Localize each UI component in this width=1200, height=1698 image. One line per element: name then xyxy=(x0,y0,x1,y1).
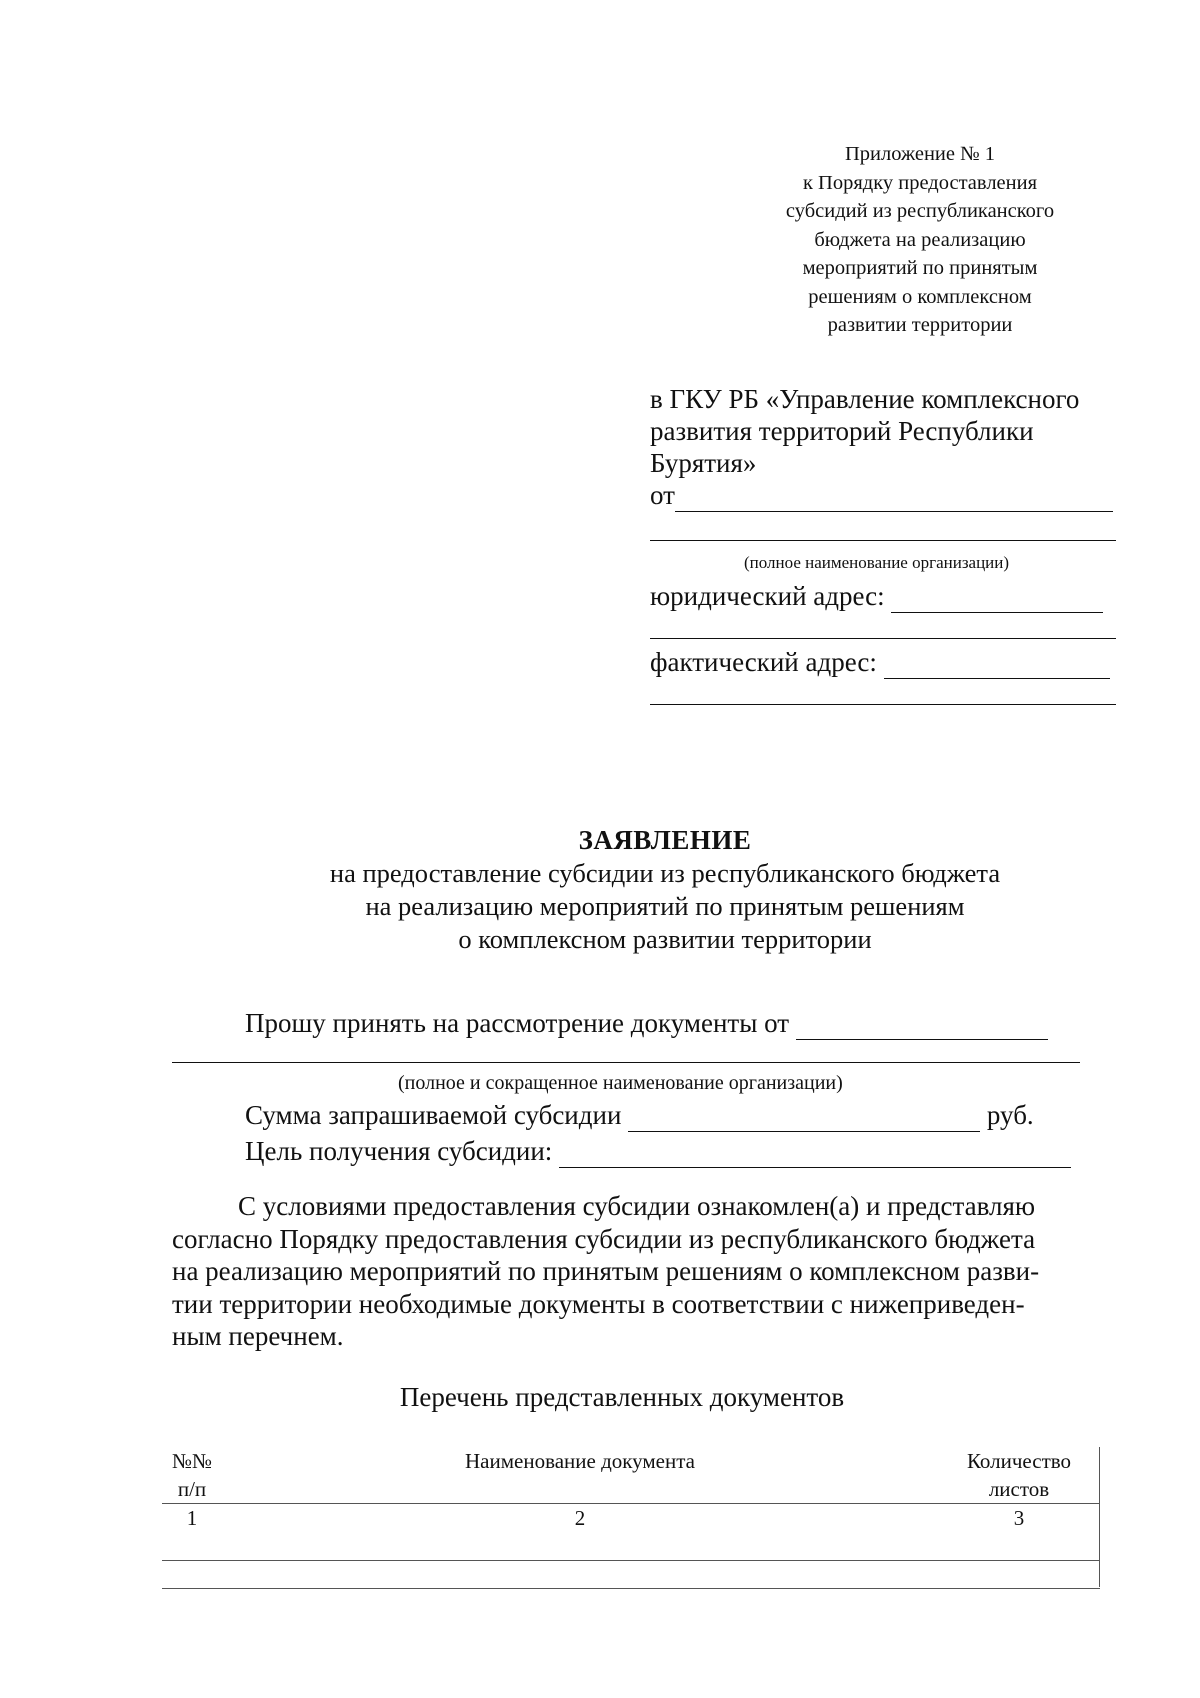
actual-address-label: фактический адрес: xyxy=(650,647,877,677)
col-header-number-line-2: п/п xyxy=(177,1477,207,1501)
paragraph-line: на реализацию мероприятий по принятым решениям о комплексном разви- xyxy=(172,1256,1040,1287)
addressee-line-1: в ГКУ РБ «Управление комплексного xyxy=(650,384,1080,414)
col-header-sheets-line-1: Количество xyxy=(966,1449,1072,1473)
amount-label: Сумма запрашиваемой субсидии xyxy=(245,1100,622,1130)
legal-address-line xyxy=(650,581,1103,613)
col-header-name-line-1: Наименование документа xyxy=(465,1449,695,1473)
request-org-caption: (полное и сокращенное наименование организации) xyxy=(398,1072,843,1094)
col-header-sheets xyxy=(938,1447,1100,1504)
appendix-line: Приложение № 1 xyxy=(844,143,996,165)
table-cell[interactable] xyxy=(938,1561,1100,1589)
paragraph-line: С условиями предоставления субсидии ознакомлен(а) и представляю xyxy=(238,1191,1036,1221)
org-name-field[interactable] xyxy=(650,540,1116,541)
appendix-line: решениям о комплексном xyxy=(808,285,1032,308)
actual-address-field-2[interactable] xyxy=(650,704,1116,705)
purpose-field[interactable] xyxy=(559,1136,1071,1168)
addressee-block xyxy=(650,383,1130,512)
addressee-line-2: развития территорий Республики xyxy=(650,416,1034,446)
appendix-line: мероприятий по принятым xyxy=(802,257,1038,279)
legal-address-field[interactable] xyxy=(891,581,1103,613)
table-header-row xyxy=(162,1447,1100,1504)
from-label: от xyxy=(650,480,675,510)
legal-address-label: юридический адрес: xyxy=(650,581,885,611)
col-header-name xyxy=(222,1447,938,1504)
title-heading: ЗАЯВЛЕНИЕ xyxy=(578,825,752,855)
table-right-border xyxy=(1099,1447,1100,1587)
request-line xyxy=(245,1008,1048,1040)
request-text: Прошу принять на рассмотрение документы от xyxy=(245,1008,790,1038)
appendix-line: к Порядку предоставления xyxy=(802,171,1038,194)
actual-address-field[interactable] xyxy=(884,647,1110,679)
appendix-note xyxy=(720,140,1120,340)
table-row xyxy=(162,1504,1100,1561)
table-cell: 2 xyxy=(222,1504,938,1561)
amount-field[interactable] xyxy=(628,1100,980,1132)
paragraph-line: тии территории необходимые документы в соответствии с нижеприведен- xyxy=(172,1288,1025,1319)
table-row[interactable] xyxy=(162,1561,1100,1589)
amount-unit: руб. xyxy=(986,1100,1034,1130)
purpose-label: Цель получения субсидии: xyxy=(245,1136,553,1166)
title-line-1: на предоставление субсидии из республиканского бюджета xyxy=(329,858,1001,888)
document-title xyxy=(0,824,1200,956)
title-line-2: на реализацию мероприятий по принятым решениям xyxy=(365,891,965,921)
documents-list-title: Перечень представленных документов xyxy=(399,1382,845,1412)
request-org-field-2[interactable] xyxy=(172,1062,1080,1063)
col-header-number-line-1: №№ xyxy=(171,1449,213,1473)
appendix-line: развитии территории xyxy=(827,314,1013,336)
table-cell: 3 xyxy=(938,1504,1100,1561)
org-name-caption: (полное наименование организации) xyxy=(744,553,1010,572)
col-header-sheets-line-2: листов xyxy=(988,1477,1050,1501)
table-cell[interactable] xyxy=(162,1561,222,1589)
paragraph-line: согласно Порядку предоставления субсидии из республиканского бюджета xyxy=(172,1223,1036,1254)
from-field[interactable] xyxy=(675,479,1113,512)
actual-address-line xyxy=(650,647,1110,679)
table-cell: 1 xyxy=(162,1504,222,1561)
paragraph-line: ным перечнем. xyxy=(172,1321,344,1352)
amount-line xyxy=(245,1100,1034,1132)
addressee-line-3: Бурятия» xyxy=(650,448,757,478)
col-header-number xyxy=(162,1447,222,1504)
documents-table xyxy=(162,1447,1100,1589)
appendix-line: субсидий из республиканского xyxy=(785,200,1055,222)
legal-address-field-2[interactable] xyxy=(650,638,1116,639)
table-cell[interactable] xyxy=(222,1561,938,1589)
purpose-line xyxy=(245,1136,1071,1168)
request-org-field[interactable] xyxy=(796,1008,1048,1040)
title-line-3: о комплексном развитии территории xyxy=(458,924,872,954)
from-line xyxy=(650,479,1130,512)
acknowledgement-paragraph xyxy=(172,1190,1090,1353)
appendix-line: бюджета на реализацию xyxy=(814,228,1026,251)
